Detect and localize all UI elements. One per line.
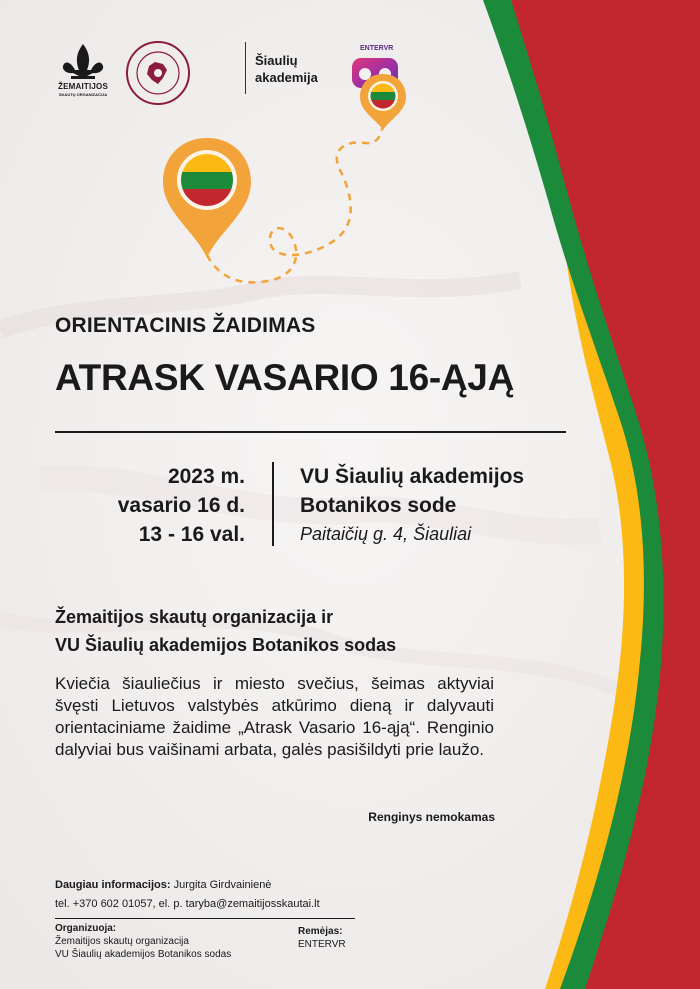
sponsors-label: Remėjas: xyxy=(298,926,343,937)
venue-address: Paitaičių g. 4, Šiauliai xyxy=(300,524,472,544)
contact-label: Daugiau informacijos: xyxy=(55,879,171,891)
map-pin-large-icon xyxy=(163,138,251,258)
footer-organizers xyxy=(55,922,231,961)
date-time: 13 - 16 val. xyxy=(138,523,245,546)
organizers-heading: Žemaitijos skautų organizacija ir VU Šiaulių akademijos Botanikos sodas xyxy=(55,607,397,655)
contact-info xyxy=(55,876,320,914)
scout-org-name: ŽEMAITIJOS xyxy=(57,82,108,91)
event-description: Kviečia šiauliečius ir miesto svečius, šeimas aktyviai švęsti Lietuvos valstybės atkūrimo dieną ir dalyvauti orientaciniame žaidime „Atrask Vasario 16-ąją“. Renginio dalyviai bus vaišinami arbata, galės pasišildyti prie laužo. xyxy=(55,674,494,759)
date-venue-divider xyxy=(272,462,274,546)
organizers-label: Organizuoja: xyxy=(55,923,117,934)
vr-logo-label: ENTERVR xyxy=(360,45,394,52)
map-pin-small-icon xyxy=(360,74,406,130)
footer-sponsors xyxy=(298,925,346,951)
title-rule xyxy=(55,431,566,433)
date-day: vasario 16 d. xyxy=(117,494,245,517)
sponsor-1: ENTERVR xyxy=(298,939,346,950)
organizer-2: VU Šiaulių akademijos Botanikos sodas xyxy=(55,949,232,960)
academy-logo-text: Šiaulių akademija xyxy=(255,53,318,85)
organizer-1: Žemaitijos skautų organizacija xyxy=(55,936,189,947)
date-year: 2023 m. xyxy=(167,465,245,488)
free-note: Renginys nemokamas xyxy=(368,810,495,824)
event-kicker: ORIENTACINIS ŽAIDIMAS xyxy=(55,314,316,337)
venue-line2: Botanikos sode xyxy=(300,494,457,517)
venue-line1: VU Šiaulių akademijos xyxy=(300,465,525,488)
event-venue xyxy=(300,462,524,549)
event-date xyxy=(55,462,245,549)
scout-org-sub: SKAUTŲ ORGANIZACIJA xyxy=(58,92,108,97)
contact-details: tel. +370 602 01057, el. p. taryba@zemaitijosskautai.lt xyxy=(55,898,320,910)
contact-person: Jurgita Girdvainienė xyxy=(173,879,272,891)
footer-rule xyxy=(55,918,355,919)
event-title: ATRASK VASARIO 16-ĄJĄ xyxy=(55,357,515,398)
